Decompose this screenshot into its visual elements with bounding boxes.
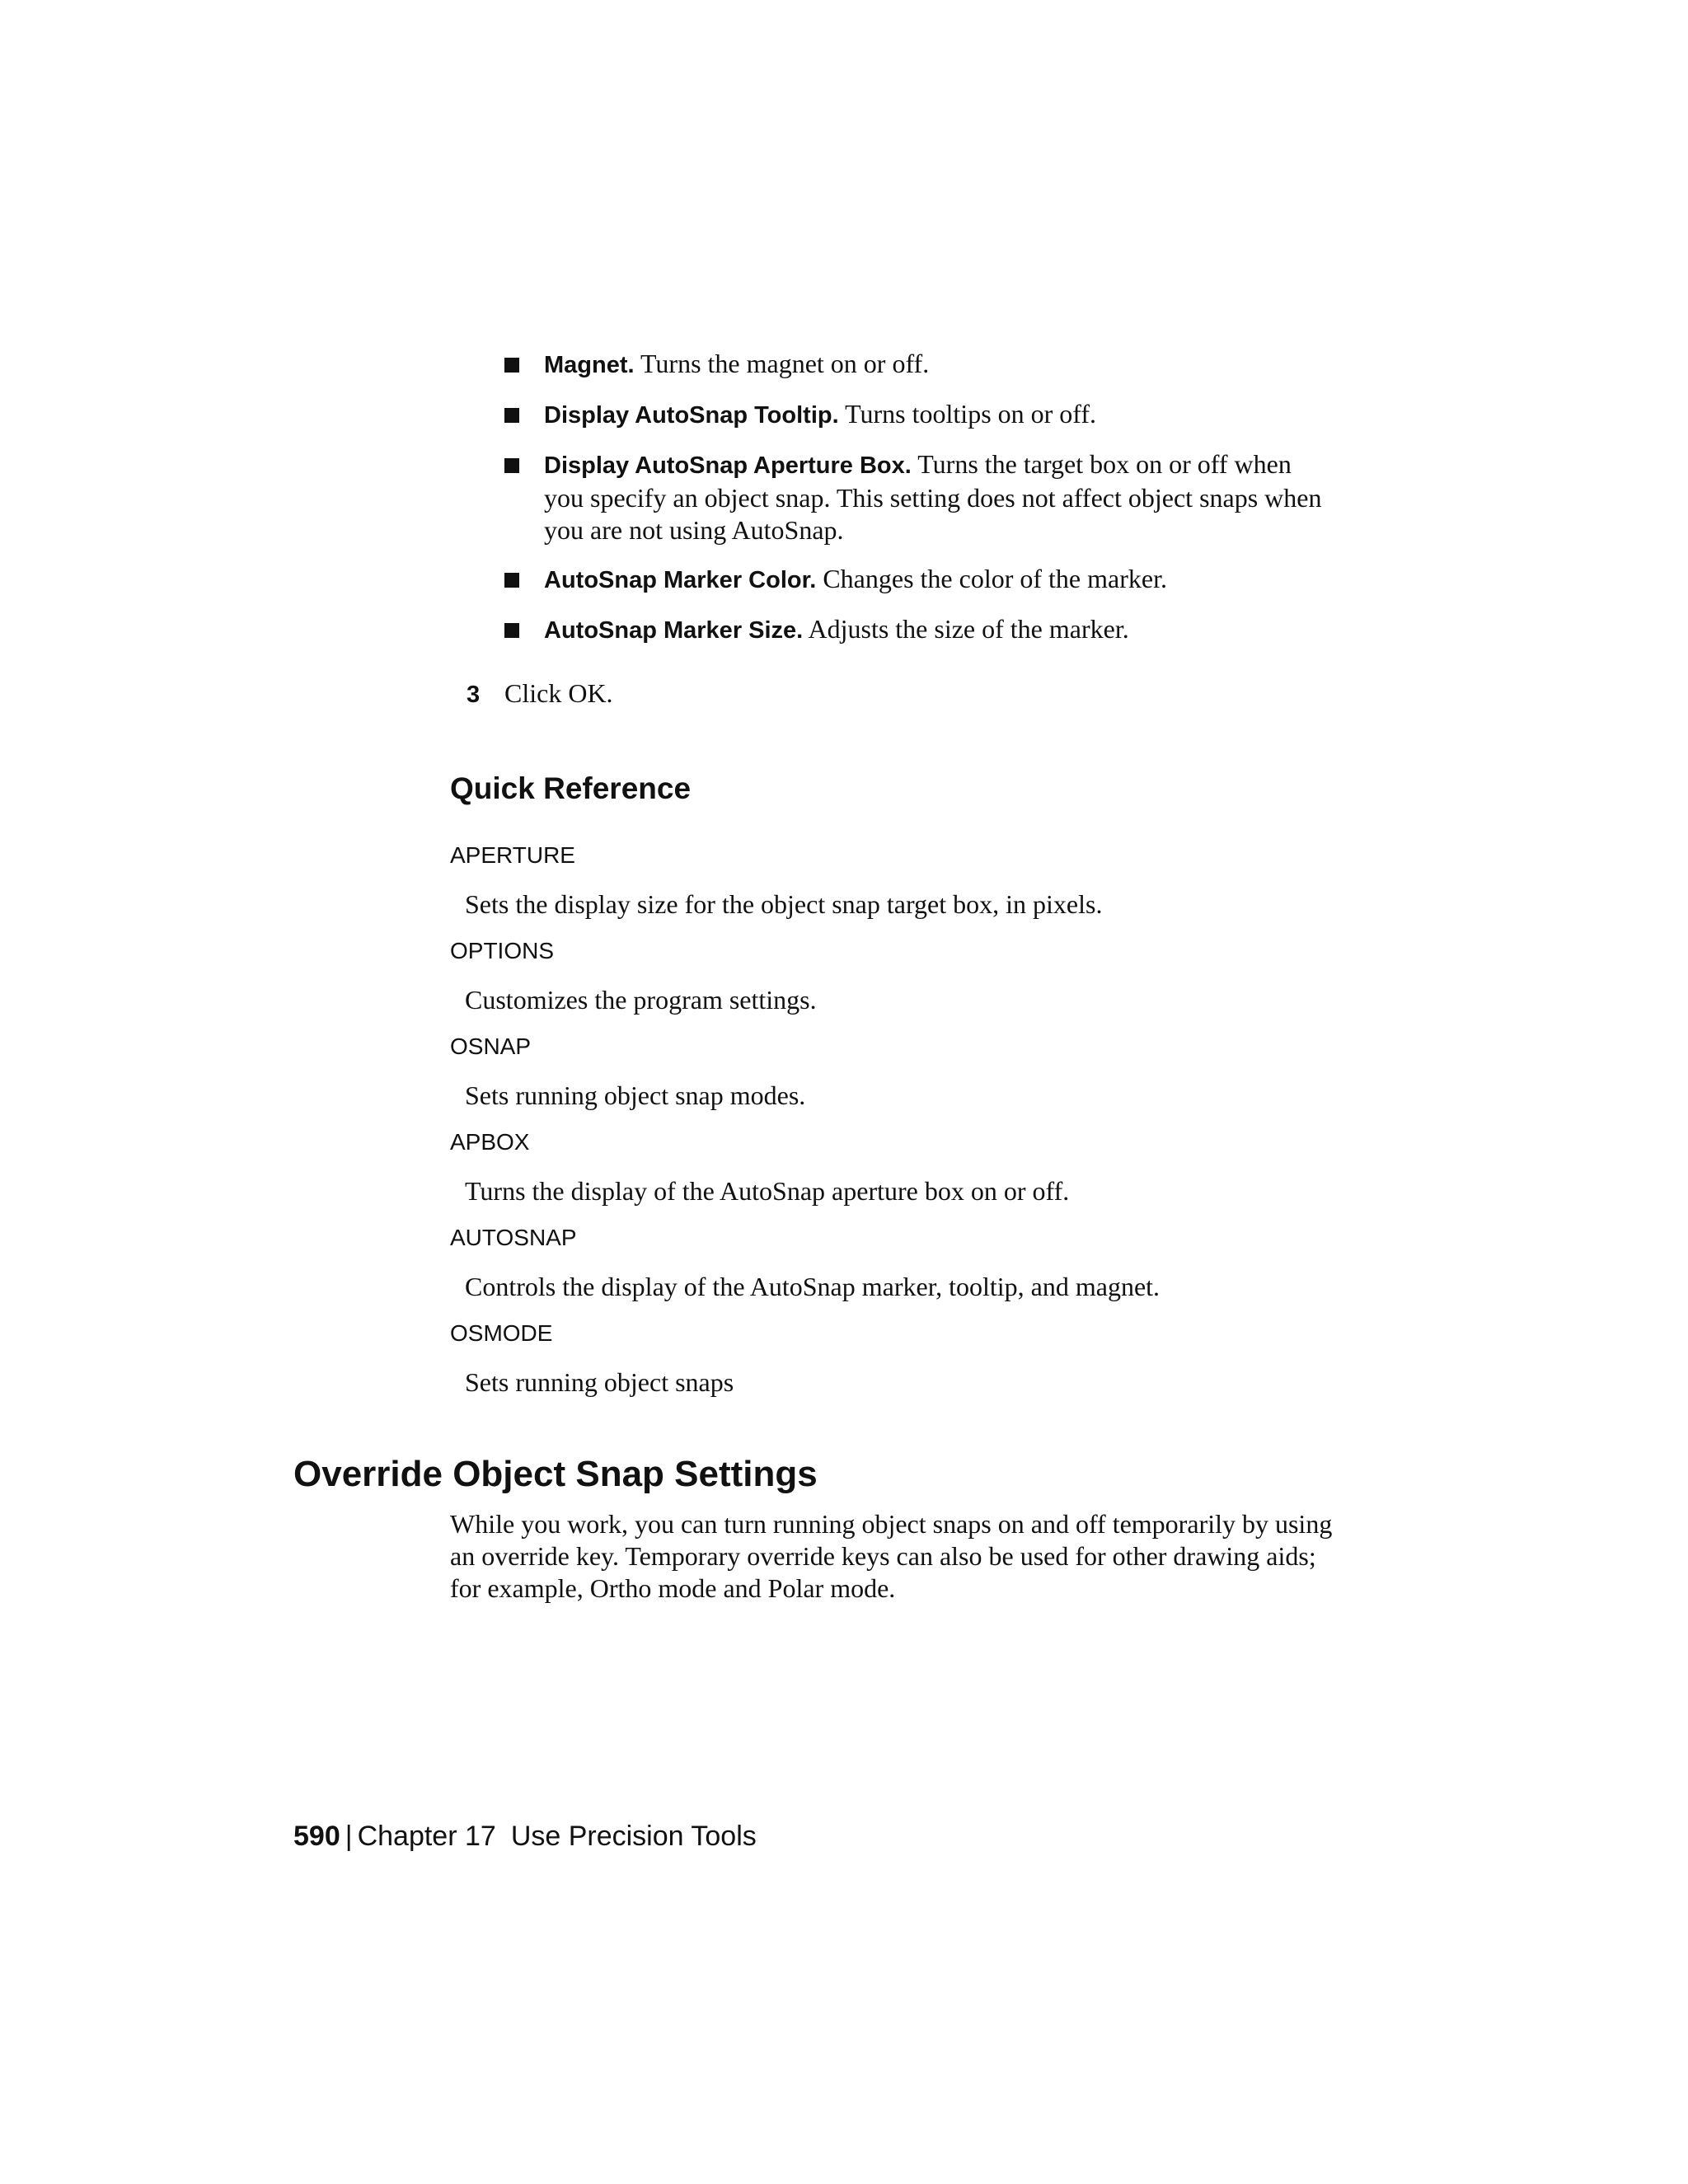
command-description: Sets running object snaps — [465, 1367, 734, 1397]
sysvar-autosnap[interactable]: AUTOSNAP — [450, 1225, 577, 1250]
section-body-paragraph: While you work, you can turn running object snaps on and off temporarily by using an override key. Temporary override keys can also be used for other drawing aids; for example, Ortho mode and Polar mode. — [450, 1509, 1333, 1603]
sysvar-osmode[interactable]: OSMODE — [450, 1320, 553, 1346]
bullet-item-aperture-box — [504, 448, 1337, 546]
quick-reference-list — [450, 841, 1340, 1414]
bullet-item-marker-size — [504, 613, 1337, 647]
bullet-term: AutoSnap Marker Color. — [544, 567, 817, 593]
bullet-description: Turns the magnet on or off. — [634, 349, 930, 378]
chapter-label: Chapter 17 — [357, 1821, 496, 1852]
bullet-description: Turns tooltips on or off. — [838, 399, 1097, 429]
command-aperture[interactable]: APERTURE — [450, 842, 575, 868]
square-bullet-icon — [504, 358, 519, 373]
square-bullet-icon — [504, 458, 519, 473]
command-description: Sets running object snap modes. — [465, 1080, 806, 1110]
bullet-term: AutoSnap Marker Size. — [544, 617, 804, 644]
command-options[interactable]: OPTIONS — [450, 938, 555, 963]
step-3 — [467, 677, 613, 711]
page-number: 590 — [293, 1821, 340, 1852]
chapter-title: Use Precision Tools — [510, 1821, 757, 1852]
bullet-description: Changes the color of the marker. — [816, 564, 1167, 593]
command-description: Turns the display of the AutoSnap aperture box on or off. — [465, 1176, 1070, 1206]
square-bullet-icon — [504, 408, 519, 423]
bullet-term: Display AutoSnap Aperture Box. — [544, 452, 912, 479]
command-osnap[interactable]: OSNAP — [450, 1033, 532, 1059]
square-bullet-icon — [504, 573, 519, 588]
bullet-item-marker-color — [504, 563, 1337, 597]
section-heading: Override Object Snap Settings — [293, 1454, 818, 1494]
sysvar-apbox[interactable]: APBOX — [450, 1129, 530, 1155]
bullet-item-magnet — [504, 348, 1337, 382]
bullet-description: Adjusts the size of the marker. — [803, 614, 1129, 644]
step-number: 3 — [467, 682, 481, 708]
bullet-term: Magnet. — [544, 352, 635, 378]
step-text: Click OK. — [504, 678, 613, 708]
square-bullet-icon — [504, 623, 519, 638]
bullet-item-tooltip — [504, 398, 1337, 432]
quick-reference-heading: Quick Reference — [450, 771, 692, 805]
bullet-term: Display AutoSnap Tooltip. — [544, 402, 839, 429]
page-footer — [293, 1818, 757, 1854]
command-description: Controls the display of the AutoSnap marker, tooltip, and magnet. — [465, 1272, 1160, 1301]
option-bullet-list — [504, 348, 1337, 663]
command-description: Sets the display size for the object snap target box, in pixels. — [465, 889, 1103, 919]
bullet-description: Turns the target box on or off when you specify an object snap. This setting does not affect object snaps when you are not using AutoSnap. — [544, 449, 1322, 545]
footer-separator: | — [345, 1821, 353, 1852]
command-description: Customizes the program settings. — [465, 985, 817, 1015]
